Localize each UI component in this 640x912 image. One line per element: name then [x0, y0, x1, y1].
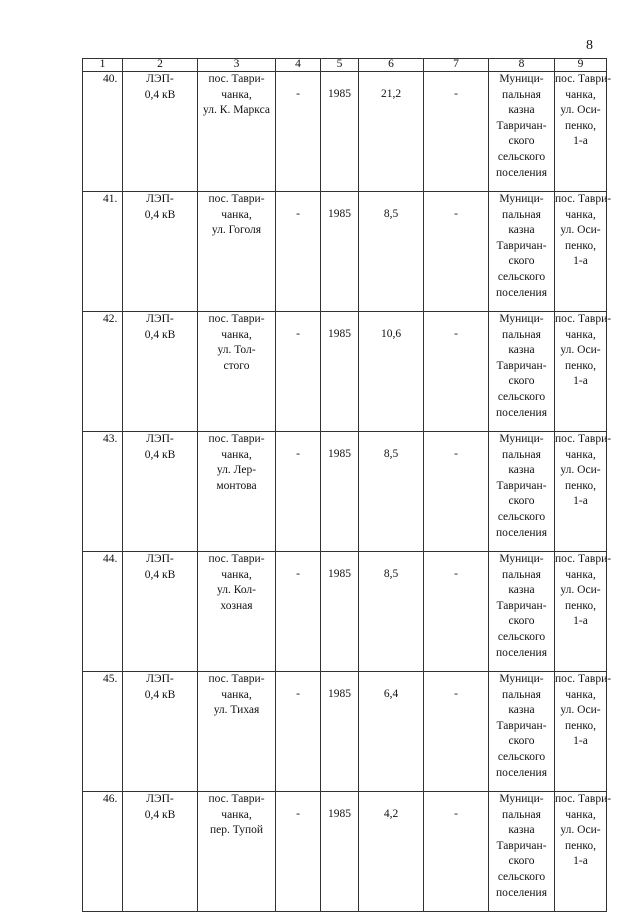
- table-row: [83, 312, 607, 432]
- cell-object-type-line: ЛЭП-: [146, 793, 174, 805]
- cell-address-line: чанка,: [221, 328, 252, 341]
- cell-location-line: чанка,: [565, 808, 596, 821]
- cell-location-line: чанка,: [565, 448, 596, 461]
- cell-object-type-line: ЛЭП-: [146, 313, 174, 325]
- cell-owner-line: пальная: [502, 448, 541, 461]
- cell-object-type-line: 0,4 кВ: [144, 448, 176, 461]
- cell-owner-line: сельского: [497, 390, 546, 403]
- cell-owner-line: Муници-: [499, 313, 544, 325]
- cell-location-line: ул. Оси-: [560, 104, 601, 117]
- cell-object-type: [123, 312, 198, 432]
- cell-location-line: пос. Таври-: [555, 73, 612, 85]
- cell-address-line: пос. Таври-: [208, 73, 265, 85]
- cell-col7: -: [424, 192, 489, 312]
- cell-owner-line: пальная: [502, 88, 541, 101]
- cell-location-line: ул. Оси-: [560, 464, 601, 477]
- cell-location-line: пос. Таври-: [555, 193, 612, 205]
- cell-col4: -: [276, 672, 321, 792]
- cell-owner-line: Тавричан-: [496, 599, 547, 612]
- cell-location-line: пос. Таври-: [555, 553, 612, 565]
- cell-address-line: ул. К. Маркса: [203, 104, 270, 117]
- cell-location-line: 1-а: [573, 135, 588, 148]
- cell-year: 1985: [321, 432, 359, 552]
- cell-location-line: 1-а: [573, 255, 588, 268]
- cell-location: [555, 432, 612, 552]
- cell-col4: -: [276, 312, 321, 432]
- cell-location-line: пенко,: [564, 839, 597, 852]
- cell-year: 1985: [321, 552, 359, 672]
- cell-number: 43.: [83, 432, 123, 552]
- cell-value: 6,4: [359, 672, 424, 792]
- cell-owner: [489, 72, 555, 192]
- cell-owner-line: пальная: [502, 568, 541, 581]
- cell-address-line: пос. Таври-: [208, 673, 265, 685]
- cell-address-line: ул. Гоголя: [211, 224, 262, 237]
- cell-location-line: пенко,: [564, 599, 597, 612]
- cell-owner-line: казна: [508, 824, 535, 837]
- cell-location-line: 1-а: [573, 375, 588, 388]
- cell-object-type: [123, 192, 198, 312]
- cell-location-line: пенко,: [564, 119, 597, 132]
- cell-owner-line: сельского: [497, 150, 546, 163]
- cell-year: 1985: [321, 72, 359, 192]
- cell-address-line: ул. Тол-: [217, 344, 256, 357]
- cell-location: [555, 672, 612, 792]
- cell-address: [198, 792, 276, 912]
- cell-location: [555, 72, 612, 192]
- cell-address-line: пос. Таври-: [208, 553, 265, 565]
- cell-owner-line: казна: [508, 704, 535, 717]
- cell-col7: -: [424, 552, 489, 672]
- cell-location: [555, 192, 612, 312]
- cell-object-type-line: ЛЭП-: [146, 553, 174, 565]
- cell-location-line: пос. Таври-: [555, 433, 612, 445]
- cell-address-line: пос. Таври-: [208, 433, 265, 445]
- cell-owner-line: казна: [508, 224, 535, 237]
- cell-address-line: пос. Таври-: [208, 193, 265, 205]
- cell-year: 1985: [321, 192, 359, 312]
- cell-address-line: чанка,: [221, 568, 252, 581]
- cell-object-type-line: ЛЭП-: [146, 73, 174, 85]
- cell-address-line: чанка,: [221, 688, 252, 701]
- cell-location-line: пос. Таври-: [555, 793, 612, 805]
- cell-address: [198, 672, 276, 792]
- cell-owner-line: Муници-: [499, 193, 544, 205]
- cell-address-line: пос. Таври-: [208, 313, 265, 325]
- cell-address-line: чанка,: [221, 208, 252, 221]
- cell-owner-line: ского: [508, 375, 535, 388]
- column-header: 2: [123, 59, 198, 72]
- cell-object-type-line: ЛЭП-: [146, 193, 174, 205]
- cell-value: 8,5: [359, 432, 424, 552]
- cell-owner-line: Муници-: [499, 553, 544, 565]
- cell-owner: [489, 312, 555, 432]
- cell-location-line: пенко,: [564, 239, 597, 252]
- cell-owner-line: Тавричан-: [496, 839, 547, 852]
- cell-owner-line: поселения: [496, 286, 547, 299]
- cell-owner-line: Муници-: [499, 73, 544, 85]
- cell-col4: -: [276, 552, 321, 672]
- column-header: 6: [359, 59, 424, 72]
- table-body: [83, 58, 612, 912]
- header-row: [83, 59, 607, 72]
- cell-owner-line: поселения: [496, 766, 547, 779]
- cell-owner-line: Тавричан-: [496, 359, 547, 372]
- cell-number: 44.: [83, 552, 123, 672]
- cell-address-line: ул. Кол-: [217, 584, 256, 597]
- page-number: 8: [586, 38, 593, 53]
- cell-owner-line: казна: [508, 584, 535, 597]
- column-header: 7: [424, 59, 489, 72]
- cell-location-line: пос. Таври-: [555, 313, 612, 325]
- cell-owner-line: поселения: [496, 886, 547, 899]
- cell-value: 21,2: [359, 72, 424, 192]
- cell-address: [198, 432, 276, 552]
- table-row: [83, 792, 607, 912]
- cell-owner-line: сельского: [497, 750, 546, 763]
- cell-address: [198, 312, 276, 432]
- cell-location-line: пенко,: [564, 479, 597, 492]
- cell-address-line: хозная: [220, 599, 253, 612]
- cell-object-type-line: 0,4 кВ: [144, 208, 176, 221]
- cell-location-line: ул. Оси-: [560, 224, 601, 237]
- cell-owner-line: Тавричан-: [496, 719, 547, 732]
- cell-owner-line: сельского: [497, 270, 546, 283]
- cell-object-type: [123, 552, 198, 672]
- cell-number: 45.: [83, 672, 123, 792]
- cell-owner-line: Тавричан-: [496, 479, 547, 492]
- cell-location: [555, 792, 612, 912]
- cell-address-line: ул. Лер-: [216, 464, 257, 477]
- cell-value: 10,6: [359, 312, 424, 432]
- cell-address-line: чанка,: [221, 448, 252, 461]
- cell-year: 1985: [321, 672, 359, 792]
- cell-location-line: ул. Оси-: [560, 704, 601, 717]
- cell-object-type-line: 0,4 кВ: [144, 328, 176, 341]
- cell-value: 4,2: [359, 792, 424, 912]
- cell-col7: -: [424, 72, 489, 192]
- cell-col7: -: [424, 312, 489, 432]
- cell-address: [198, 72, 276, 192]
- table-row: [83, 72, 607, 192]
- cell-owner-line: пальная: [502, 688, 541, 701]
- cell-object-type-line: 0,4 кВ: [144, 808, 176, 821]
- cell-address: [198, 192, 276, 312]
- cell-location: [555, 312, 612, 432]
- cell-address-line: чанка,: [221, 88, 252, 101]
- cell-address-line: монтова: [216, 479, 257, 492]
- cell-owner-line: ского: [508, 615, 535, 628]
- cell-year: 1985: [321, 312, 359, 432]
- cell-number: 40.: [83, 72, 123, 192]
- table-row: [83, 432, 607, 552]
- table-row: [83, 192, 607, 312]
- cell-owner-line: ского: [508, 255, 535, 268]
- cell-col7: -: [424, 792, 489, 912]
- cell-address-line: чанка,: [221, 808, 252, 821]
- column-header: 4: [276, 59, 321, 72]
- cell-owner-line: казна: [508, 464, 535, 477]
- cell-object-type-line: 0,4 кВ: [144, 568, 176, 581]
- cell-address-line: пос. Таври-: [208, 793, 265, 805]
- cell-number: 41.: [83, 192, 123, 312]
- column-header: 3: [198, 59, 276, 72]
- cell-location-line: чанка,: [565, 568, 596, 581]
- cell-value: 8,5: [359, 192, 424, 312]
- table-row: [83, 672, 607, 792]
- cell-location-line: ул. Оси-: [560, 584, 601, 597]
- cell-owner-line: поселения: [496, 526, 547, 539]
- cell-owner-line: пальная: [502, 328, 541, 341]
- cell-col4: -: [276, 72, 321, 192]
- cell-location-line: ул. Оси-: [560, 824, 601, 837]
- cell-owner-line: сельского: [497, 870, 546, 883]
- cell-owner-line: ского: [508, 735, 535, 748]
- cell-object-type: [123, 72, 198, 192]
- cell-address-line: ул. Тихая: [213, 704, 260, 717]
- cell-col4: -: [276, 792, 321, 912]
- cell-owner-line: пальная: [502, 208, 541, 221]
- column-header: 1: [83, 59, 123, 72]
- cell-location-line: 1-а: [573, 855, 588, 868]
- property-register-table: [82, 58, 612, 912]
- cell-location-line: чанка,: [565, 688, 596, 701]
- cell-owner-line: ского: [508, 495, 535, 508]
- cell-object-type-line: 0,4 кВ: [144, 688, 176, 701]
- cell-owner-line: поселения: [496, 406, 547, 419]
- cell-owner: [489, 192, 555, 312]
- cell-number: 46.: [83, 792, 123, 912]
- cell-object-type-line: ЛЭП-: [146, 673, 174, 685]
- cell-col4: -: [276, 432, 321, 552]
- cell-location-line: ул. Оси-: [560, 344, 601, 357]
- cell-object-type: [123, 672, 198, 792]
- cell-owner-line: пальная: [502, 808, 541, 821]
- column-header: 5: [321, 59, 359, 72]
- cell-owner-line: Тавричан-: [496, 239, 547, 252]
- cell-owner-line: Тавричан-: [496, 119, 547, 132]
- cell-object-type: [123, 792, 198, 912]
- cell-owner-line: казна: [508, 344, 535, 357]
- cell-location-line: 1-а: [573, 615, 588, 628]
- cell-owner: [489, 792, 555, 912]
- cell-location-line: чанка,: [565, 208, 596, 221]
- cell-col4: -: [276, 192, 321, 312]
- column-header: 9: [555, 59, 607, 72]
- cell-location-line: пенко,: [564, 719, 597, 732]
- cell-owner-line: ского: [508, 855, 535, 868]
- cell-location-line: пенко,: [564, 359, 597, 372]
- cell-year: 1985: [321, 792, 359, 912]
- cell-owner: [489, 672, 555, 792]
- cell-owner-line: поселения: [496, 166, 547, 179]
- cell-location: [555, 552, 612, 672]
- cell-value: 8,5: [359, 552, 424, 672]
- column-header: 8: [489, 59, 555, 72]
- cell-owner-line: Муници-: [499, 433, 544, 445]
- cell-address: [198, 552, 276, 672]
- cell-owner-line: поселения: [496, 646, 547, 659]
- cell-number: 42.: [83, 312, 123, 432]
- table-row: [83, 552, 607, 672]
- cell-owner-line: Муници-: [499, 673, 544, 685]
- cell-col7: -: [424, 672, 489, 792]
- cell-col7: -: [424, 432, 489, 552]
- cell-owner: [489, 432, 555, 552]
- cell-location-line: чанка,: [565, 88, 596, 101]
- cell-owner: [489, 552, 555, 672]
- cell-owner-line: ского: [508, 135, 535, 148]
- cell-location-line: чанка,: [565, 328, 596, 341]
- cell-object-type-line: 0,4 кВ: [144, 88, 176, 101]
- cell-object-type-line: ЛЭП-: [146, 433, 174, 445]
- cell-address-line: пер. Тупой: [209, 824, 264, 837]
- cell-address-line: стого: [223, 359, 250, 372]
- cell-location-line: 1-а: [573, 495, 588, 508]
- cell-owner-line: Муници-: [499, 793, 544, 805]
- cell-location-line: пос. Таври-: [555, 673, 612, 685]
- cell-owner-line: сельского: [497, 630, 546, 643]
- cell-location-line: 1-а: [573, 735, 588, 748]
- cell-owner-line: сельского: [497, 510, 546, 523]
- cell-owner-line: казна: [508, 104, 535, 117]
- cell-object-type: [123, 432, 198, 552]
